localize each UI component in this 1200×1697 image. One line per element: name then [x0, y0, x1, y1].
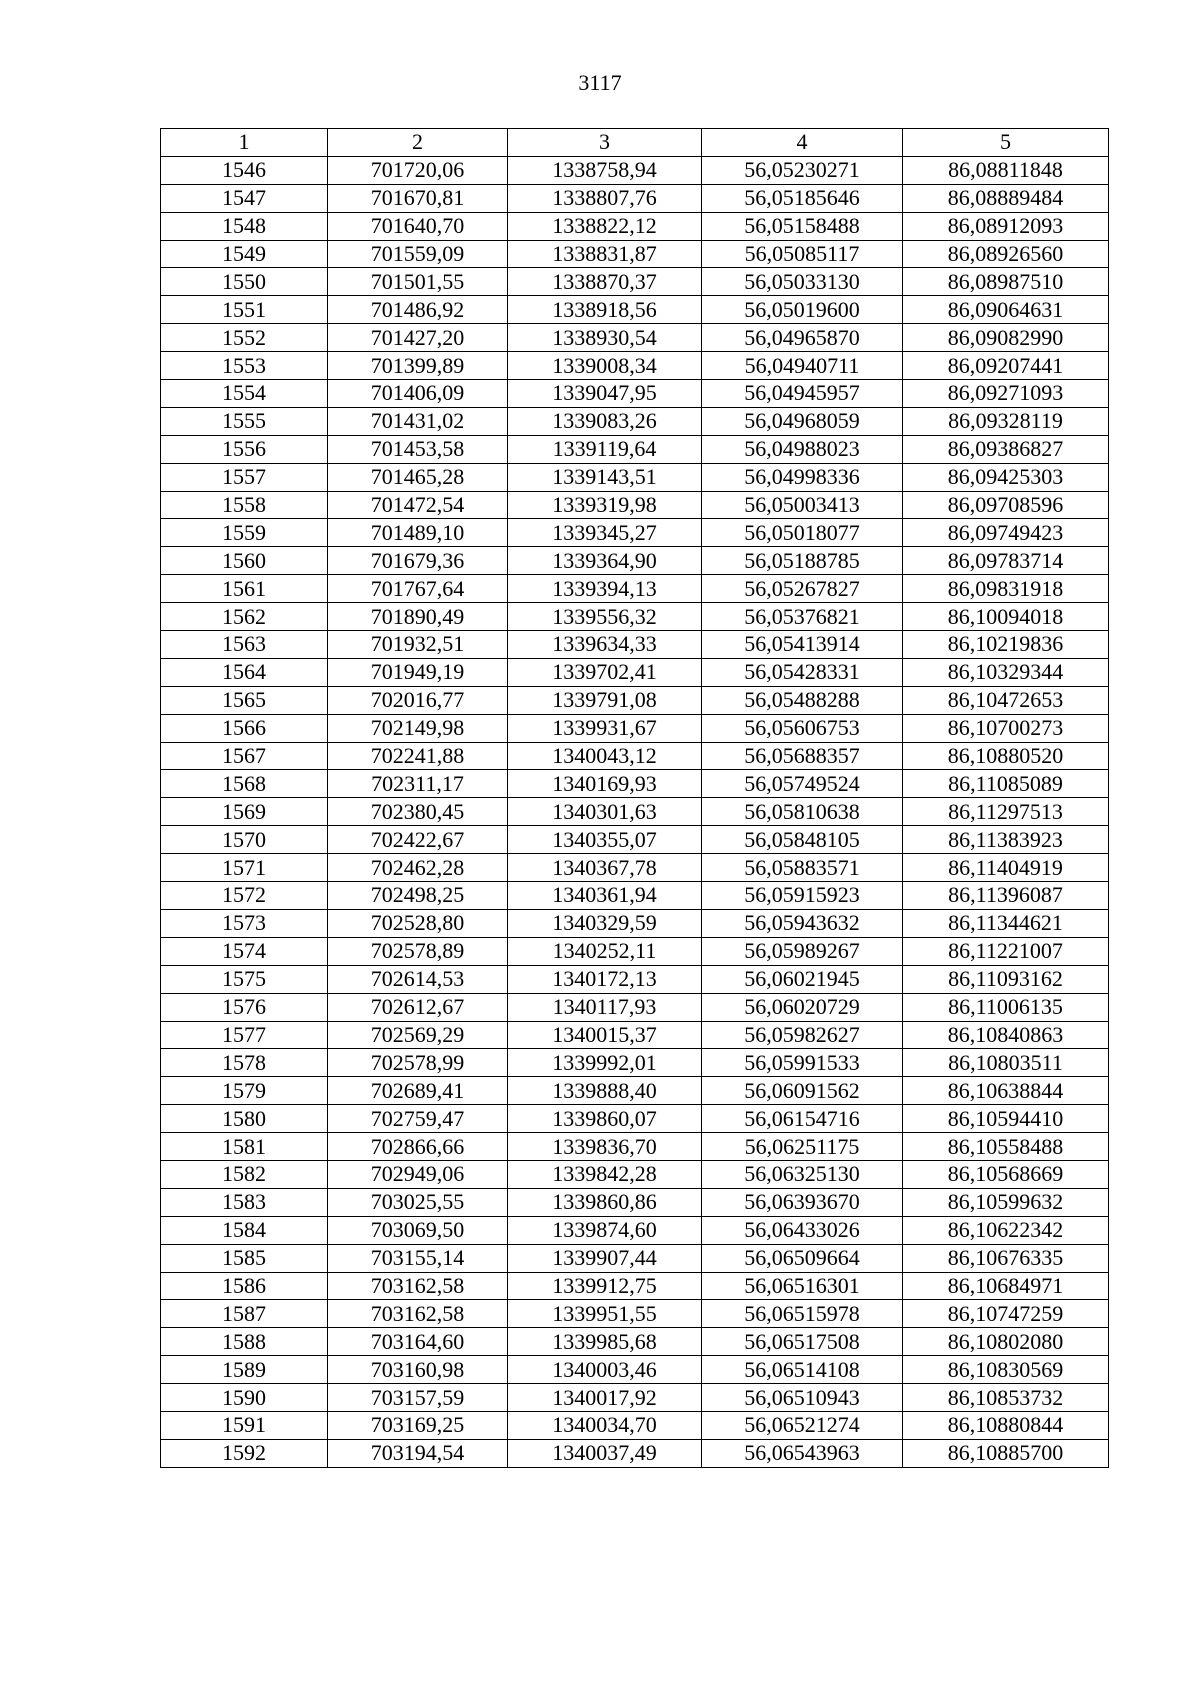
- table-row: [161, 1384, 1109, 1412]
- table-row: [161, 1160, 1109, 1188]
- y-coordinate-cell: 1339047,95: [508, 380, 702, 408]
- x-coordinate-cell: 703164,60: [328, 1328, 508, 1356]
- longitude-cell: 86,08987510: [903, 268, 1109, 296]
- point-number-cell: 1551: [161, 296, 328, 324]
- latitude-cell: 56,06154716: [702, 1105, 903, 1133]
- x-coordinate-cell: 702614,53: [328, 965, 508, 993]
- latitude-cell: 56,05158488: [702, 212, 903, 240]
- latitude-cell: 56,05989267: [702, 937, 903, 965]
- y-coordinate-cell: 1339860,07: [508, 1105, 702, 1133]
- x-coordinate-cell: 701399,89: [328, 352, 508, 380]
- longitude-cell: 86,10802080: [903, 1328, 1109, 1356]
- latitude-cell: 56,05428331: [702, 658, 903, 686]
- longitude-cell: 86,09207441: [903, 352, 1109, 380]
- point-number-cell: 1561: [161, 575, 328, 603]
- table-header-row: [161, 129, 1109, 157]
- y-coordinate-cell: 1340015,37: [508, 1021, 702, 1049]
- table-row: [161, 184, 1109, 212]
- x-coordinate-cell: 701932,51: [328, 631, 508, 659]
- column-header-5: 5: [903, 129, 1109, 157]
- point-number-cell: 1567: [161, 742, 328, 770]
- x-coordinate-cell: 701949,19: [328, 658, 508, 686]
- longitude-cell: 86,08926560: [903, 240, 1109, 268]
- x-coordinate-cell: 701559,09: [328, 240, 508, 268]
- y-coordinate-cell: 1340361,94: [508, 882, 702, 910]
- x-coordinate-cell: 701767,64: [328, 575, 508, 603]
- table-row: [161, 296, 1109, 324]
- x-coordinate-cell: 702578,89: [328, 937, 508, 965]
- longitude-cell: 86,09708596: [903, 491, 1109, 519]
- y-coordinate-cell: 1338807,76: [508, 184, 702, 212]
- point-number-cell: 1548: [161, 212, 328, 240]
- table-row: [161, 770, 1109, 798]
- point-number-cell: 1554: [161, 380, 328, 408]
- latitude-cell: 56,05883571: [702, 854, 903, 882]
- point-number-cell: 1581: [161, 1133, 328, 1161]
- table-row: [161, 380, 1109, 408]
- point-number-cell: 1575: [161, 965, 328, 993]
- x-coordinate-cell: 701640,70: [328, 212, 508, 240]
- latitude-cell: 56,04945957: [702, 380, 903, 408]
- longitude-cell: 86,10684971: [903, 1272, 1109, 1300]
- y-coordinate-cell: 1338758,94: [508, 156, 702, 184]
- y-coordinate-cell: 1340355,07: [508, 826, 702, 854]
- table-row: [161, 1188, 1109, 1216]
- point-number-cell: 1577: [161, 1021, 328, 1049]
- table-row: [161, 603, 1109, 631]
- latitude-cell: 56,05188785: [702, 547, 903, 575]
- latitude-cell: 56,06091562: [702, 1077, 903, 1105]
- latitude-cell: 56,06510943: [702, 1384, 903, 1412]
- longitude-cell: 86,09783714: [903, 547, 1109, 575]
- latitude-cell: 56,05943632: [702, 909, 903, 937]
- y-coordinate-cell: 1339992,01: [508, 1049, 702, 1077]
- x-coordinate-cell: 702578,99: [328, 1049, 508, 1077]
- table-row: [161, 491, 1109, 519]
- latitude-cell: 56,06020729: [702, 993, 903, 1021]
- point-number-cell: 1578: [161, 1049, 328, 1077]
- x-coordinate-cell: 701679,36: [328, 547, 508, 575]
- y-coordinate-cell: 1339364,90: [508, 547, 702, 575]
- x-coordinate-cell: 702149,98: [328, 714, 508, 742]
- table-row: [161, 1356, 1109, 1384]
- longitude-cell: 86,10700273: [903, 714, 1109, 742]
- y-coordinate-cell: 1339888,40: [508, 1077, 702, 1105]
- latitude-cell: 56,06021945: [702, 965, 903, 993]
- point-number-cell: 1572: [161, 882, 328, 910]
- latitude-cell: 56,05018077: [702, 519, 903, 547]
- longitude-cell: 86,08811848: [903, 156, 1109, 184]
- y-coordinate-cell: 1340003,46: [508, 1356, 702, 1384]
- table-row: [161, 1411, 1109, 1439]
- table-row: [161, 575, 1109, 603]
- point-number-cell: 1546: [161, 156, 328, 184]
- table-row: [161, 352, 1109, 380]
- longitude-cell: 86,10568669: [903, 1160, 1109, 1188]
- x-coordinate-cell: 701406,09: [328, 380, 508, 408]
- y-coordinate-cell: 1339008,34: [508, 352, 702, 380]
- latitude-cell: 56,05413914: [702, 631, 903, 659]
- longitude-cell: 86,08889484: [903, 184, 1109, 212]
- longitude-cell: 86,09064631: [903, 296, 1109, 324]
- latitude-cell: 56,06433026: [702, 1216, 903, 1244]
- point-number-cell: 1570: [161, 826, 328, 854]
- longitude-cell: 86,09082990: [903, 324, 1109, 352]
- table-row: [161, 1216, 1109, 1244]
- point-number-cell: 1591: [161, 1411, 328, 1439]
- latitude-cell: 56,06521274: [702, 1411, 903, 1439]
- x-coordinate-cell: 701670,81: [328, 184, 508, 212]
- latitude-cell: 56,05019600: [702, 296, 903, 324]
- table-row: [161, 1272, 1109, 1300]
- longitude-cell: 86,10676335: [903, 1244, 1109, 1272]
- latitude-cell: 56,06393670: [702, 1188, 903, 1216]
- latitude-cell: 56,04940711: [702, 352, 903, 380]
- table-row: [161, 1021, 1109, 1049]
- point-number-cell: 1589: [161, 1356, 328, 1384]
- longitude-cell: 86,11344621: [903, 909, 1109, 937]
- point-number-cell: 1558: [161, 491, 328, 519]
- y-coordinate-cell: 1340367,78: [508, 854, 702, 882]
- x-coordinate-cell: 701465,28: [328, 463, 508, 491]
- x-coordinate-cell: 701427,20: [328, 324, 508, 352]
- x-coordinate-cell: 702569,29: [328, 1021, 508, 1049]
- longitude-cell: 86,11404919: [903, 854, 1109, 882]
- point-number-cell: 1564: [161, 658, 328, 686]
- y-coordinate-cell: 1339985,68: [508, 1328, 702, 1356]
- column-header-3: 3: [508, 129, 702, 157]
- x-coordinate-cell: 703169,25: [328, 1411, 508, 1439]
- y-coordinate-cell: 1339143,51: [508, 463, 702, 491]
- latitude-cell: 56,06517508: [702, 1328, 903, 1356]
- point-number-cell: 1585: [161, 1244, 328, 1272]
- x-coordinate-cell: 703155,14: [328, 1244, 508, 1272]
- y-coordinate-cell: 1340017,92: [508, 1384, 702, 1412]
- y-coordinate-cell: 1339394,13: [508, 575, 702, 603]
- longitude-cell: 86,10638844: [903, 1077, 1109, 1105]
- longitude-cell: 86,10219836: [903, 631, 1109, 659]
- longitude-cell: 86,09386827: [903, 435, 1109, 463]
- table-row: [161, 631, 1109, 659]
- table-row: [161, 686, 1109, 714]
- x-coordinate-cell: 703162,58: [328, 1300, 508, 1328]
- point-number-cell: 1568: [161, 770, 328, 798]
- table-row: [161, 1244, 1109, 1272]
- x-coordinate-cell: 703069,50: [328, 1216, 508, 1244]
- point-number-cell: 1550: [161, 268, 328, 296]
- point-number-cell: 1556: [161, 435, 328, 463]
- page-number: 3117: [578, 70, 622, 95]
- point-number-cell: 1576: [161, 993, 328, 1021]
- table-row: [161, 240, 1109, 268]
- x-coordinate-cell: 702311,17: [328, 770, 508, 798]
- latitude-cell: 56,05033130: [702, 268, 903, 296]
- latitude-cell: 56,05606753: [702, 714, 903, 742]
- table-row: [161, 519, 1109, 547]
- x-coordinate-cell: 701501,55: [328, 268, 508, 296]
- table-row: [161, 1105, 1109, 1133]
- table-row: [161, 407, 1109, 435]
- x-coordinate-cell: 702498,25: [328, 882, 508, 910]
- longitude-cell: 86,10594410: [903, 1105, 1109, 1133]
- y-coordinate-cell: 1339791,08: [508, 686, 702, 714]
- y-coordinate-cell: 1339345,27: [508, 519, 702, 547]
- latitude-cell: 56,05991533: [702, 1049, 903, 1077]
- point-number-cell: 1588: [161, 1328, 328, 1356]
- longitude-cell: 86,10880844: [903, 1411, 1109, 1439]
- latitude-cell: 56,05488288: [702, 686, 903, 714]
- point-number-cell: 1579: [161, 1077, 328, 1105]
- y-coordinate-cell: 1340172,13: [508, 965, 702, 993]
- latitude-cell: 56,06516301: [702, 1272, 903, 1300]
- x-coordinate-cell: 702380,45: [328, 798, 508, 826]
- longitude-cell: 86,11396087: [903, 882, 1109, 910]
- longitude-cell: 86,09271093: [903, 380, 1109, 408]
- longitude-cell: 86,11383923: [903, 826, 1109, 854]
- point-number-cell: 1557: [161, 463, 328, 491]
- latitude-cell: 56,04968059: [702, 407, 903, 435]
- y-coordinate-cell: 1338822,12: [508, 212, 702, 240]
- table-row: [161, 965, 1109, 993]
- table-row: [161, 463, 1109, 491]
- y-coordinate-cell: 1339860,86: [508, 1188, 702, 1216]
- latitude-cell: 56,05267827: [702, 575, 903, 603]
- longitude-cell: 86,09749423: [903, 519, 1109, 547]
- point-number-cell: 1547: [161, 184, 328, 212]
- table-row: [161, 714, 1109, 742]
- y-coordinate-cell: 1339556,32: [508, 603, 702, 631]
- x-coordinate-cell: 702016,77: [328, 686, 508, 714]
- table-row: [161, 937, 1109, 965]
- point-number-cell: 1569: [161, 798, 328, 826]
- x-coordinate-cell: 701453,58: [328, 435, 508, 463]
- column-header-4: 4: [702, 129, 903, 157]
- table-row: [161, 882, 1109, 910]
- table-row: [161, 1439, 1109, 1467]
- point-number-cell: 1565: [161, 686, 328, 714]
- table-row: [161, 212, 1109, 240]
- y-coordinate-cell: 1340034,70: [508, 1411, 702, 1439]
- latitude-cell: 56,05003413: [702, 491, 903, 519]
- table-row: [161, 909, 1109, 937]
- x-coordinate-cell: 702241,88: [328, 742, 508, 770]
- y-coordinate-cell: 1340301,63: [508, 798, 702, 826]
- coordinates-table: [160, 128, 1109, 1468]
- x-coordinate-cell: 702422,67: [328, 826, 508, 854]
- x-coordinate-cell: 702462,28: [328, 854, 508, 882]
- point-number-cell: 1571: [161, 854, 328, 882]
- table-row: [161, 156, 1109, 184]
- latitude-cell: 56,04998336: [702, 463, 903, 491]
- table-row: [161, 798, 1109, 826]
- point-number-cell: 1573: [161, 909, 328, 937]
- latitude-cell: 56,05848105: [702, 826, 903, 854]
- latitude-cell: 56,06251175: [702, 1133, 903, 1161]
- y-coordinate-cell: 1339951,55: [508, 1300, 702, 1328]
- x-coordinate-cell: 702949,06: [328, 1160, 508, 1188]
- longitude-cell: 86,10329344: [903, 658, 1109, 686]
- longitude-cell: 86,10885700: [903, 1439, 1109, 1467]
- point-number-cell: 1592: [161, 1439, 328, 1467]
- y-coordinate-cell: 1338831,87: [508, 240, 702, 268]
- table-row: [161, 993, 1109, 1021]
- point-number-cell: 1583: [161, 1188, 328, 1216]
- x-coordinate-cell: 703160,98: [328, 1356, 508, 1384]
- point-number-cell: 1555: [161, 407, 328, 435]
- longitude-cell: 86,10747259: [903, 1300, 1109, 1328]
- longitude-cell: 86,10880520: [903, 742, 1109, 770]
- y-coordinate-cell: 1340043,12: [508, 742, 702, 770]
- y-coordinate-cell: 1340037,49: [508, 1439, 702, 1467]
- longitude-cell: 86,11006135: [903, 993, 1109, 1021]
- longitude-cell: 86,08912093: [903, 212, 1109, 240]
- point-number-cell: 1563: [161, 631, 328, 659]
- longitude-cell: 86,09425303: [903, 463, 1109, 491]
- y-coordinate-cell: 1338930,54: [508, 324, 702, 352]
- latitude-cell: 56,05982627: [702, 1021, 903, 1049]
- x-coordinate-cell: 702866,66: [328, 1133, 508, 1161]
- table-row: [161, 854, 1109, 882]
- point-number-cell: 1590: [161, 1384, 328, 1412]
- x-coordinate-cell: 702612,67: [328, 993, 508, 1021]
- y-coordinate-cell: 1339907,44: [508, 1244, 702, 1272]
- longitude-cell: 86,10803511: [903, 1049, 1109, 1077]
- longitude-cell: 86,10622342: [903, 1216, 1109, 1244]
- latitude-cell: 56,05749524: [702, 770, 903, 798]
- y-coordinate-cell: 1339702,41: [508, 658, 702, 686]
- longitude-cell: 86,09831918: [903, 575, 1109, 603]
- table-row: [161, 547, 1109, 575]
- y-coordinate-cell: 1340329,59: [508, 909, 702, 937]
- latitude-cell: 56,05085117: [702, 240, 903, 268]
- x-coordinate-cell: 703025,55: [328, 1188, 508, 1216]
- column-header-2: 2: [328, 129, 508, 157]
- longitude-cell: 86,10094018: [903, 603, 1109, 631]
- longitude-cell: 86,11085089: [903, 770, 1109, 798]
- table-row: [161, 435, 1109, 463]
- latitude-cell: 56,04965870: [702, 324, 903, 352]
- table-row: [161, 742, 1109, 770]
- longitude-cell: 86,10472653: [903, 686, 1109, 714]
- table-row: [161, 268, 1109, 296]
- x-coordinate-cell: 703157,59: [328, 1384, 508, 1412]
- x-coordinate-cell: 702528,80: [328, 909, 508, 937]
- table-row: [161, 658, 1109, 686]
- point-number-cell: 1584: [161, 1216, 328, 1244]
- x-coordinate-cell: 701720,06: [328, 156, 508, 184]
- y-coordinate-cell: 1338870,37: [508, 268, 702, 296]
- table-row: [161, 1328, 1109, 1356]
- latitude-cell: 56,05688357: [702, 742, 903, 770]
- table-row: [161, 1133, 1109, 1161]
- point-number-cell: 1552: [161, 324, 328, 352]
- point-number-cell: 1586: [161, 1272, 328, 1300]
- y-coordinate-cell: 1339634,33: [508, 631, 702, 659]
- point-number-cell: 1580: [161, 1105, 328, 1133]
- point-number-cell: 1559: [161, 519, 328, 547]
- y-coordinate-cell: 1339083,26: [508, 407, 702, 435]
- x-coordinate-cell: 703194,54: [328, 1439, 508, 1467]
- point-number-cell: 1566: [161, 714, 328, 742]
- y-coordinate-cell: 1339119,64: [508, 435, 702, 463]
- y-coordinate-cell: 1339931,67: [508, 714, 702, 742]
- longitude-cell: 86,10840863: [903, 1021, 1109, 1049]
- latitude-cell: 56,06543963: [702, 1439, 903, 1467]
- y-coordinate-cell: 1339319,98: [508, 491, 702, 519]
- point-number-cell: 1562: [161, 603, 328, 631]
- y-coordinate-cell: 1340117,93: [508, 993, 702, 1021]
- table-row: [161, 324, 1109, 352]
- longitude-cell: 86,10558488: [903, 1133, 1109, 1161]
- latitude-cell: 56,06515978: [702, 1300, 903, 1328]
- latitude-cell: 56,05810638: [702, 798, 903, 826]
- table-row: [161, 1049, 1109, 1077]
- table-row: [161, 1077, 1109, 1105]
- y-coordinate-cell: 1339874,60: [508, 1216, 702, 1244]
- point-number-cell: 1553: [161, 352, 328, 380]
- latitude-cell: 56,05915923: [702, 882, 903, 910]
- longitude-cell: 86,10830569: [903, 1356, 1109, 1384]
- point-number-cell: 1549: [161, 240, 328, 268]
- latitude-cell: 56,06514108: [702, 1356, 903, 1384]
- y-coordinate-cell: 1340252,11: [508, 937, 702, 965]
- x-coordinate-cell: 702759,47: [328, 1105, 508, 1133]
- latitude-cell: 56,05376821: [702, 603, 903, 631]
- longitude-cell: 86,09328119: [903, 407, 1109, 435]
- latitude-cell: 56,05185646: [702, 184, 903, 212]
- point-number-cell: 1574: [161, 937, 328, 965]
- latitude-cell: 56,05230271: [702, 156, 903, 184]
- longitude-cell: 86,10853732: [903, 1384, 1109, 1412]
- longitude-cell: 86,11221007: [903, 937, 1109, 965]
- longitude-cell: 86,11297513: [903, 798, 1109, 826]
- point-number-cell: 1560: [161, 547, 328, 575]
- x-coordinate-cell: 701472,54: [328, 491, 508, 519]
- point-number-cell: 1587: [161, 1300, 328, 1328]
- x-coordinate-cell: 701486,92: [328, 296, 508, 324]
- x-coordinate-cell: 701890,49: [328, 603, 508, 631]
- latitude-cell: 56,04988023: [702, 435, 903, 463]
- column-header-1: 1: [161, 129, 328, 157]
- x-coordinate-cell: 703162,58: [328, 1272, 508, 1300]
- y-coordinate-cell: 1339912,75: [508, 1272, 702, 1300]
- latitude-cell: 56,06509664: [702, 1244, 903, 1272]
- latitude-cell: 56,06325130: [702, 1160, 903, 1188]
- x-coordinate-cell: 702689,41: [328, 1077, 508, 1105]
- y-coordinate-cell: 1338918,56: [508, 296, 702, 324]
- y-coordinate-cell: 1340169,93: [508, 770, 702, 798]
- y-coordinate-cell: 1339836,70: [508, 1133, 702, 1161]
- y-coordinate-cell: 1339842,28: [508, 1160, 702, 1188]
- table-body: [161, 156, 1109, 1467]
- x-coordinate-cell: 701489,10: [328, 519, 508, 547]
- longitude-cell: 86,10599632: [903, 1188, 1109, 1216]
- x-coordinate-cell: 701431,02: [328, 407, 508, 435]
- table-row: [161, 826, 1109, 854]
- point-number-cell: 1582: [161, 1160, 328, 1188]
- longitude-cell: 86,11093162: [903, 965, 1109, 993]
- table-row: [161, 1300, 1109, 1328]
